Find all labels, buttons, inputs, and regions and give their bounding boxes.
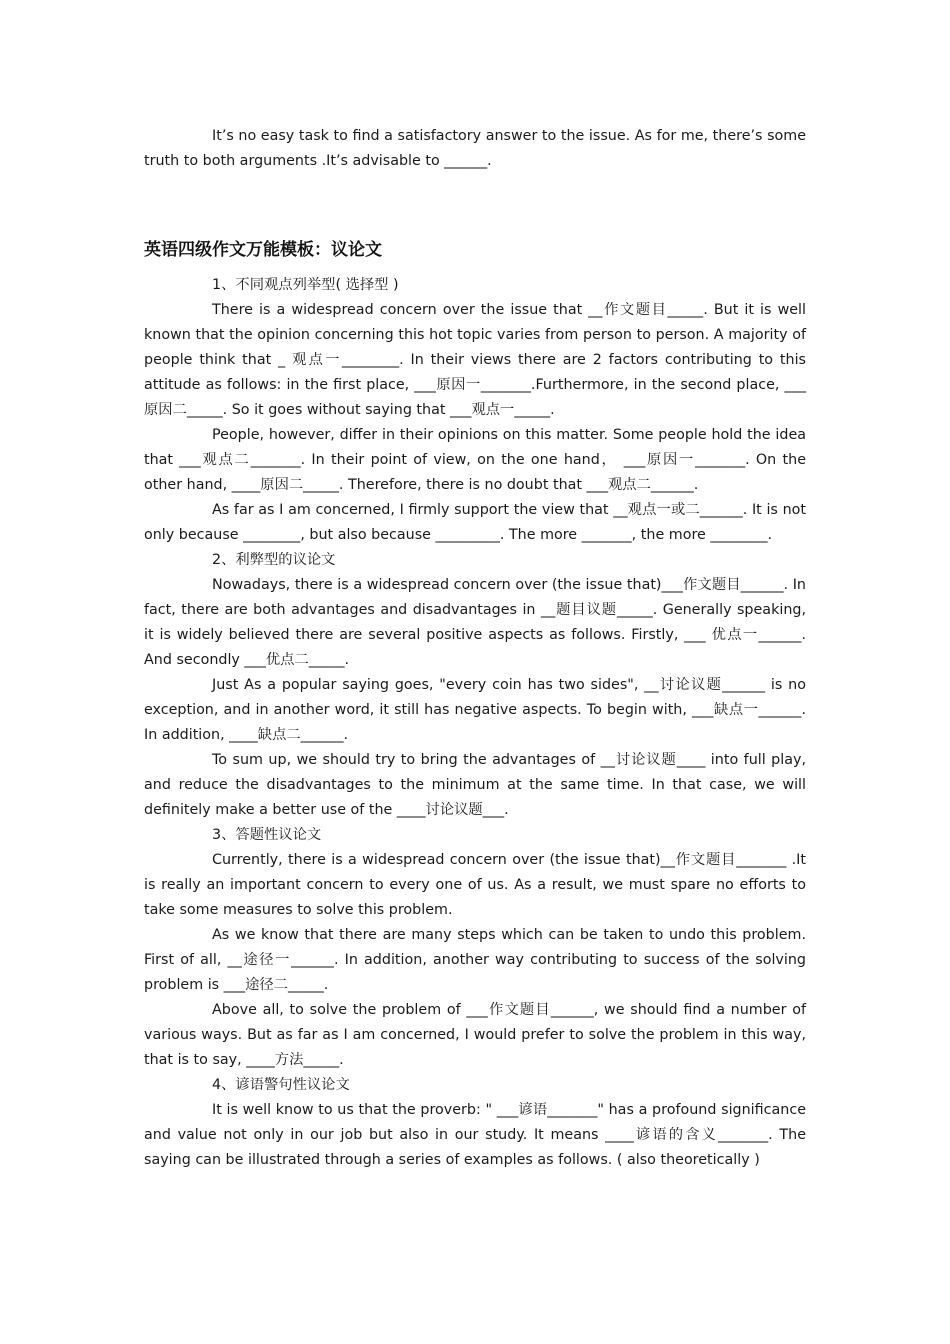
type1-paragraph-2: People, however, differ in their opinions on this matter. Some people hold the idea that ___观点二_______. In their point of view, on the one hand， ___原因一_______. On the other hand, ____原因二_____. Therefore, there is no doubt that ___观点二______. [144,427,806,493]
essay-templates [144,273,806,1173]
type2-heading: 2、利弊型的议论文 [212,552,336,568]
type1-paragraph-3: As far as I am concerned, I firmly support the view that __观点一或二______. It is not only because ________, but also because _________. The more _______, the more ________. [144,502,806,543]
type2-paragraph-2: Just As a popular saying goes, "every coin has two sides", __讨论议题______ is no exception, and in another word, it still has negative aspects. To begin with, ___缺点一______. In addition, ____缺点二______. [144,677,806,743]
type4-heading: 4、谚语警句性议论文 [212,1077,350,1093]
type3-paragraph-3: Above all, to solve the problem of ___作文题目______, we should find a number of various ways. But as far as I am concerned, I would prefer to solve the problem in this way, that is to say, ____方法_____. [144,1002,806,1068]
type2-paragraph-3: To sum up, we should try to bring the advantages of __讨论议题____ into full play, and reduce the disadvantages to the minimum at the same time. In that case, we will definitely make a better use of the ____讨论议题___. [144,752,806,818]
type3-paragraph-1: Currently, there is a widespread concern over (the issue that)__作文题目_______ .It is really an important concern to every one of us. As a result, we must spare no efforts to take some measures to solve this problem. [144,852,806,918]
type3-heading: 3、答题性议论文 [212,827,322,843]
type3-paragraph-2: As we know that there are many steps which can be taken to undo this problem. First of all, __途径一______. In addition, another way contributing to success of the solving problem is ___途径二_____. [144,927,806,993]
section-title: 英语四级作文万能模板：议论文 [144,240,382,260]
type1-heading: 1、不同观点列举型( 选择型 ) [212,277,399,293]
type4-paragraph-1: It is well know to us that the proverb: " ___谚语_______" has a profound significance and value not only in our job but also in our study. It means ____谚语的含义_______. The saying can be illustrated through a series of examples as follows. ( also theoretically ) [144,1102,806,1168]
intro-paragraph: It’s no easy task to find a satisfactory answer to the issue. As for me, there’s some truth to both arguments .It’s advisable to ______. [144,128,806,169]
intro-section [144,124,806,174]
type1-paragraph-1: There is a widespread concern over the issue that __作文题目_____. But it is well known that the opinion concerning this hot topic varies from person to person. A majority of people think that _ 观点一________. In their views there are 2 factors contributing to this attitude as follows: in the first place, ___原因一_______.Furthermore, in the second place, ___原因二_____. So it goes without saying that ___观点一_____. [144,302,806,418]
type2-paragraph-1: Nowadays, there is a widespread concern over (the issue that)___作文题目______. In fact, there are both advantages and disadvantages in __题目议题_____. Generally speaking, it is widely believed there are several positive aspects as follows. Firstly, ___ 优点一______. And secondly ___优点二_____. [144,577,806,668]
